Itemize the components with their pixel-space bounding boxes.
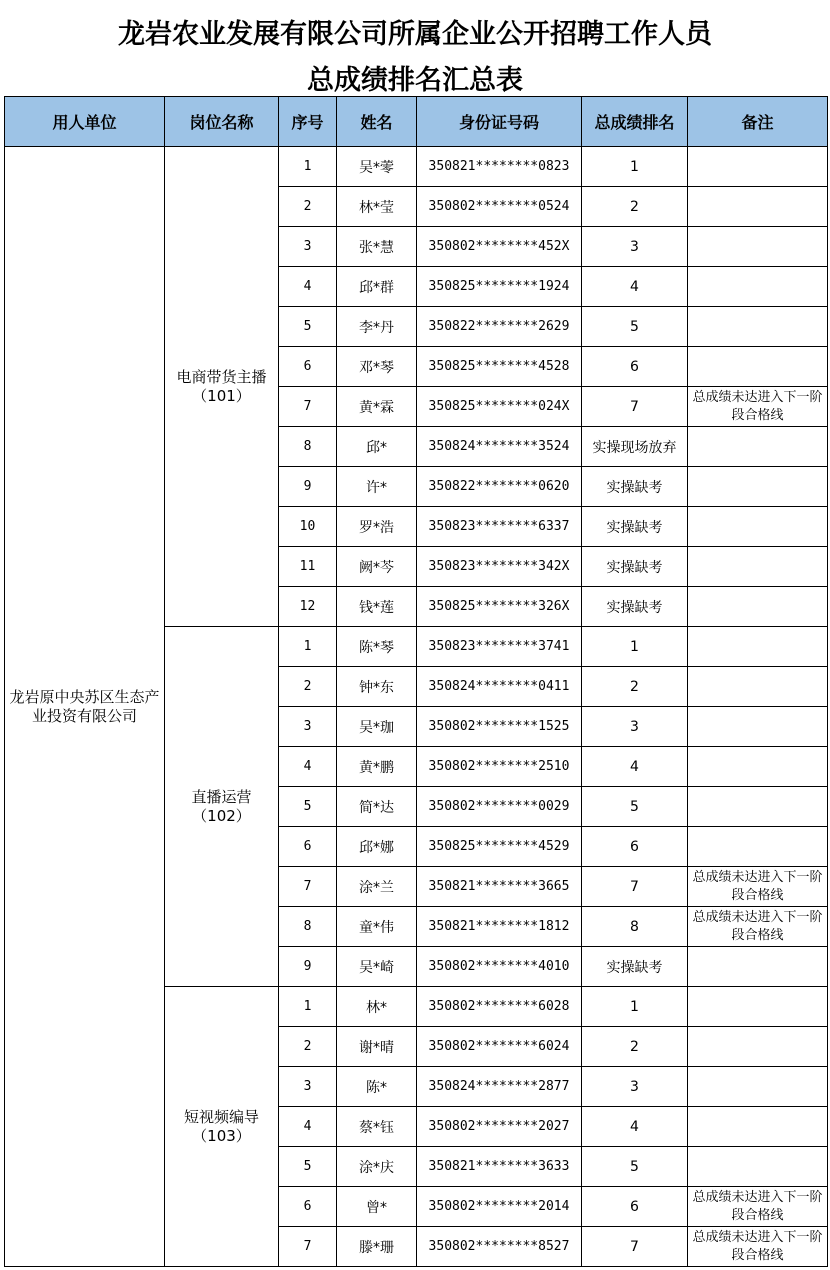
serial-cell: 3 xyxy=(279,707,337,747)
rank-cell: 7 xyxy=(582,387,688,427)
rank-cell: 实操缺考 xyxy=(582,507,688,547)
note-cell xyxy=(688,547,828,587)
serial-cell: 1 xyxy=(279,987,337,1027)
rank-cell: 3 xyxy=(582,707,688,747)
id-number-cell: 350802********0029 xyxy=(417,787,582,827)
rank-cell: 实操缺考 xyxy=(582,547,688,587)
name-cell: 涂*兰 xyxy=(337,867,417,907)
rank-cell: 7 xyxy=(582,1227,688,1267)
rank-cell: 6 xyxy=(582,1187,688,1227)
header-rank: 总成绩排名 xyxy=(582,97,688,147)
rank-cell: 实操缺考 xyxy=(582,947,688,987)
note-cell: 总成绩未达进入下一阶段合格线 xyxy=(688,1227,828,1267)
header-row xyxy=(5,97,828,147)
serial-cell: 5 xyxy=(279,787,337,827)
name-cell: 林*莹 xyxy=(337,187,417,227)
id-number-cell: 350825********1924 xyxy=(417,267,582,307)
id-number-cell: 350802********6028 xyxy=(417,987,582,1027)
id-number-cell: 350822********0620 xyxy=(417,467,582,507)
note-cell: 总成绩未达进入下一阶段合格线 xyxy=(688,1187,828,1227)
serial-cell: 8 xyxy=(279,427,337,467)
rank-cell: 3 xyxy=(582,227,688,267)
serial-cell: 7 xyxy=(279,387,337,427)
position-code: （103） xyxy=(192,1126,251,1145)
rank-cell: 实操缺考 xyxy=(582,467,688,507)
position-code: （101） xyxy=(192,386,251,405)
id-number-cell: 350802********0524 xyxy=(417,187,582,227)
name-cell: 吴*珈 xyxy=(337,707,417,747)
note-cell xyxy=(688,267,828,307)
note-cell xyxy=(688,1067,828,1107)
id-number-cell: 350802********1525 xyxy=(417,707,582,747)
header-id-number: 身份证号码 xyxy=(417,97,582,147)
note-cell xyxy=(688,507,828,547)
serial-cell: 5 xyxy=(279,307,337,347)
position-name: 电商带货主播 xyxy=(176,367,267,386)
name-cell: 谢*晴 xyxy=(337,1027,417,1067)
rank-cell: 实操现场放弃 xyxy=(582,427,688,467)
id-number-cell: 350824********2877 xyxy=(417,1067,582,1107)
note-cell xyxy=(688,347,828,387)
name-cell: 罗*浩 xyxy=(337,507,417,547)
id-number-cell: 350825********024X xyxy=(417,387,582,427)
note-cell xyxy=(688,147,828,187)
id-number-cell: 350821********3633 xyxy=(417,1147,582,1187)
position-cell xyxy=(165,147,279,627)
name-cell: 简*达 xyxy=(337,787,417,827)
rank-cell: 2 xyxy=(582,667,688,707)
rank-cell: 4 xyxy=(582,1107,688,1147)
serial-cell: 6 xyxy=(279,347,337,387)
rank-cell: 1 xyxy=(582,627,688,667)
position-code: （102） xyxy=(192,806,251,825)
id-number-cell: 350802********2014 xyxy=(417,1187,582,1227)
name-cell: 滕*珊 xyxy=(337,1227,417,1267)
table-row xyxy=(5,147,828,187)
serial-cell: 4 xyxy=(279,267,337,307)
name-cell: 吴*蕶 xyxy=(337,147,417,187)
note-cell xyxy=(688,307,828,347)
rank-cell: 6 xyxy=(582,347,688,387)
name-cell: 邱*娜 xyxy=(337,827,417,867)
name-cell: 钱*莲 xyxy=(337,587,417,627)
rank-cell: 7 xyxy=(582,867,688,907)
rank-cell: 6 xyxy=(582,827,688,867)
name-cell: 童*伟 xyxy=(337,907,417,947)
rank-cell: 3 xyxy=(582,1067,688,1107)
name-cell: 涂*庆 xyxy=(337,1147,417,1187)
serial-cell: 1 xyxy=(279,627,337,667)
name-cell: 邓*琴 xyxy=(337,347,417,387)
serial-cell: 7 xyxy=(279,1227,337,1267)
rank-cell: 4 xyxy=(582,747,688,787)
note-cell xyxy=(688,187,828,227)
note-cell xyxy=(688,947,828,987)
name-cell: 陈*琴 xyxy=(337,627,417,667)
note-cell xyxy=(688,667,828,707)
note-cell xyxy=(688,227,828,267)
serial-cell: 10 xyxy=(279,507,337,547)
id-number-cell: 350823********342X xyxy=(417,547,582,587)
id-number-cell: 350825********4528 xyxy=(417,347,582,387)
id-number-cell: 350825********326X xyxy=(417,587,582,627)
id-number-cell: 350802********452X xyxy=(417,227,582,267)
note-cell xyxy=(688,427,828,467)
name-cell: 黄*霖 xyxy=(337,387,417,427)
rank-cell: 5 xyxy=(582,307,688,347)
name-cell: 吴*崎 xyxy=(337,947,417,987)
serial-cell: 8 xyxy=(279,907,337,947)
rank-cell: 8 xyxy=(582,907,688,947)
serial-cell: 11 xyxy=(279,547,337,587)
name-cell: 张*慧 xyxy=(337,227,417,267)
note-cell xyxy=(688,1147,828,1187)
serial-cell: 1 xyxy=(279,147,337,187)
name-cell: 邱*群 xyxy=(337,267,417,307)
id-number-cell: 350823********6337 xyxy=(417,507,582,547)
serial-cell: 4 xyxy=(279,747,337,787)
serial-cell: 2 xyxy=(279,667,337,707)
note-cell xyxy=(688,1027,828,1067)
id-number-cell: 350802********2027 xyxy=(417,1107,582,1147)
serial-cell: 2 xyxy=(279,187,337,227)
serial-cell: 9 xyxy=(279,947,337,987)
note-cell xyxy=(688,707,828,747)
name-cell: 李*丹 xyxy=(337,307,417,347)
rank-cell: 5 xyxy=(582,1147,688,1187)
note-cell: 总成绩未达进入下一阶段合格线 xyxy=(688,387,828,427)
results-table xyxy=(4,96,828,1267)
position-cell xyxy=(165,987,279,1267)
note-cell xyxy=(688,587,828,627)
id-number-cell: 350825********4529 xyxy=(417,827,582,867)
rank-cell: 实操缺考 xyxy=(582,587,688,627)
note-cell xyxy=(688,987,828,1027)
name-cell: 钟*东 xyxy=(337,667,417,707)
serial-cell: 3 xyxy=(279,227,337,267)
id-number-cell: 350823********3741 xyxy=(417,627,582,667)
page-title: 龙岩农业发展有限公司所属企业公开招聘工作人员 xyxy=(118,19,712,50)
serial-cell: 4 xyxy=(279,1107,337,1147)
header-unit: 用人单位 xyxy=(5,97,165,147)
id-number-cell: 350802********2510 xyxy=(417,747,582,787)
name-cell: 许* xyxy=(337,467,417,507)
header-note: 备注 xyxy=(688,97,828,147)
id-number-cell: 350824********0411 xyxy=(417,667,582,707)
serial-cell: 2 xyxy=(279,1027,337,1067)
serial-cell: 12 xyxy=(279,587,337,627)
serial-cell: 7 xyxy=(279,867,337,907)
serial-cell: 9 xyxy=(279,467,337,507)
note-cell: 总成绩未达进入下一阶段合格线 xyxy=(688,867,828,907)
id-number-cell: 350802********4010 xyxy=(417,947,582,987)
header-name: 姓名 xyxy=(337,97,417,147)
note-cell xyxy=(688,747,828,787)
serial-cell: 6 xyxy=(279,1187,337,1227)
id-number-cell: 350822********2629 xyxy=(417,307,582,347)
name-cell: 黄*鹏 xyxy=(337,747,417,787)
position-name: 短视频编导 xyxy=(183,1107,259,1126)
position-name: 直播运营 xyxy=(191,787,252,806)
id-number-cell: 350802********6024 xyxy=(417,1027,582,1067)
name-cell: 邱* xyxy=(337,427,417,467)
rank-cell: 2 xyxy=(582,1027,688,1067)
rank-cell: 1 xyxy=(582,147,688,187)
rank-cell: 2 xyxy=(582,187,688,227)
id-number-cell: 350821********3665 xyxy=(417,867,582,907)
header-serial: 序号 xyxy=(279,97,337,147)
name-cell: 陈* xyxy=(337,1067,417,1107)
table-body xyxy=(5,147,828,1267)
employer-unit-cell: 龙岩原中央苏区生态产业投资有限公司 xyxy=(5,147,165,1267)
id-number-cell: 350824********3524 xyxy=(417,427,582,467)
note-cell xyxy=(688,827,828,867)
name-cell: 曾* xyxy=(337,1187,417,1227)
name-cell: 阙*芩 xyxy=(337,547,417,587)
id-number-cell: 350821********0823 xyxy=(417,147,582,187)
rank-cell: 1 xyxy=(582,987,688,1027)
name-cell: 蔡*钰 xyxy=(337,1107,417,1147)
note-cell xyxy=(688,787,828,827)
note-cell xyxy=(688,1107,828,1147)
id-number-cell: 350802********8527 xyxy=(417,1227,582,1267)
rank-cell: 4 xyxy=(582,267,688,307)
name-cell: 林* xyxy=(337,987,417,1027)
rank-cell: 5 xyxy=(582,787,688,827)
serial-cell: 6 xyxy=(279,827,337,867)
note-cell xyxy=(688,467,828,507)
serial-cell: 5 xyxy=(279,1147,337,1187)
id-number-cell: 350821********1812 xyxy=(417,907,582,947)
serial-cell: 3 xyxy=(279,1067,337,1107)
header-position: 岗位名称 xyxy=(165,97,279,147)
note-cell xyxy=(688,627,828,667)
position-cell xyxy=(165,627,279,987)
page-subtitle: 总成绩排名汇总表 xyxy=(307,65,523,96)
note-cell: 总成绩未达进入下一阶段合格线 xyxy=(688,907,828,947)
